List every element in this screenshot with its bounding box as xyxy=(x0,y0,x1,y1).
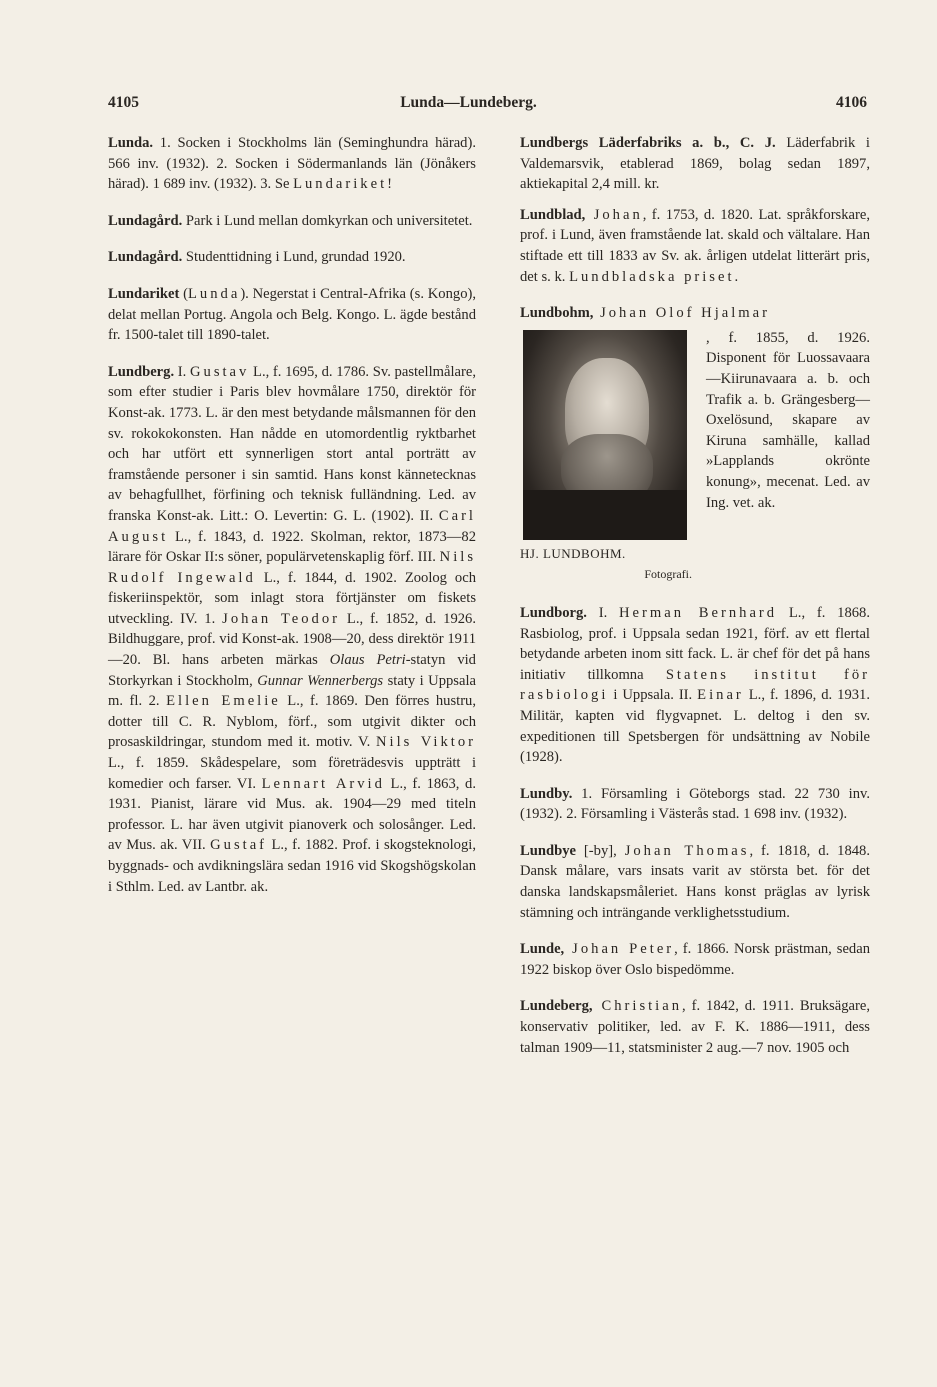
headword: Lunda. xyxy=(108,135,154,151)
running-head: Lunda—Lundeberg. xyxy=(400,94,537,111)
headword: Lundagård. xyxy=(108,249,183,266)
left-column xyxy=(108,133,476,913)
cross-reference: Lundariket xyxy=(293,176,388,193)
portrait-figure xyxy=(520,328,698,585)
headword: Lundariket xyxy=(108,285,180,302)
headword: Lundeberg, xyxy=(520,998,593,1015)
portrait-coat xyxy=(523,490,687,540)
entry-lundbergs-laderfabriks: Lundbergs Läderfabriks a. b., C. J. Läderfabrik i Valdemarsvik, etablerad 1869, bolag sedan 1897, aktiekapital 2,4 mill. kr. xyxy=(520,135,870,193)
entry-lundby: Lundby. 1. Församling i Göteborgs stad. 22 730 inv. (1932). 2. Församling i Västerås stad. 1 698 inv. (1932). xyxy=(520,785,870,823)
entry-lundbohm xyxy=(520,303,870,587)
entry-lundagard-park: Lundagård. Park i Lund mellan domkyrkan och universitetet. xyxy=(108,212,473,229)
photo-caption-credit: Fotografi. xyxy=(644,567,692,582)
headword: Lundberg. xyxy=(108,363,175,380)
headword: Lundagård. xyxy=(108,212,183,229)
entry-lundagard-tidning: Lundagård. Studenttidning i Lund, grundad 1920. xyxy=(108,249,406,266)
headword: Lundborg. xyxy=(520,604,587,621)
page-number-right: 4106 xyxy=(836,94,867,111)
page-number-left: 4105 xyxy=(108,94,139,111)
photo-caption-name: HJ. LUNDBOHM. xyxy=(520,545,626,561)
headword: Lundblad, xyxy=(520,206,586,223)
lundbohm-first-line: Lundbohm, Johan Olof Hjalmar xyxy=(520,305,770,322)
entry-lundeberg: Lundeberg, Christian, f. 1842, d. 1911. Bruksägare, konservativ politiker, led. av F. K. 1886—1911, dess talman 1909—11, statsminister 2 aug.—7 nov. 1905 och xyxy=(520,998,870,1056)
right-column xyxy=(520,133,870,1074)
entry-lundbye: Lundbye [-by], Johan Thomas, f. 1818, d. 1848. Dansk målare, vars insats varit av största bet. för det danska landskapsmåleriet. Hans konst präglas av lyrisk stämning och inträngande verklighetsstudium. xyxy=(520,842,870,921)
entry-lunda: Lunda. 1. Socken i Stockholms län (Seminghundra härad). 566 inv. (1932). 2. Socken i Södermanlands län (Jönåkers härad). 1 689 inv. (1932). 3. Se Lundariket! xyxy=(108,135,476,193)
headword: Lundbohm, xyxy=(520,305,594,322)
lundbohm-text: , f. 1855, d. 1926. Disponent för Luossavaara—Kiirunavaara a. b. och Trafik a. b. Grängesberg—Oxelösund, skapare av Kiruna samhälle, kallad »Lapplands okrönte konung», mecenat. Led. av Ing. vet. ak. xyxy=(706,329,870,511)
headword: Lundbergs Läderfabriks a. b., C. J. xyxy=(520,135,776,151)
entry-lundblad: Lundblad, Johan, f. 1753, d. 1820. Lat. språkforskare, prof. i Lund, även framstående lat. skald och vältalare. Han stiftade ett till 1833 av Sv. ak. årligen utdelat litterärt pris, det s. k. Lundbladska priset. xyxy=(520,206,870,285)
entry-lundborg: Lundborg. I. Herman Bernhard L., f. 1868. Rasbiolog, prof. i Uppsala sedan 1921, förf. av ett flertal betydande arbeten inom sitt fack. L. är chef för det på hans initiativ tillkomna Statens institut för rasbiologi i Uppsala. II. Einar L., f. 1896, d. 1931. Militär, kapten vid flygvapnet. L. deltog i den sv. expeditionen till Spetsbergen för undsättning av Nobile (1928). xyxy=(520,604,870,766)
portrait-photo xyxy=(523,330,687,540)
headword: Lundby. xyxy=(520,785,573,802)
headword: Lunde, xyxy=(520,941,565,958)
entry-lunde: Lunde, Johan Peter, f. 1866. Norsk prästman, sedan 1922 biskop över Oslo bispedömme. xyxy=(520,941,870,978)
headword: Lundbye xyxy=(520,842,576,859)
entry-lundberg: Lundberg. I. Gustav L., f. 1695, d. 1786. Sv. pastellmålare, som efter studier i Paris blev hovmålare 1750, direktör för Konst-ak. 1773. L. är den mest betydande målsmannen för den sv. rokokokonsten. Han nådde en utomordentlig ryktbarhet och har utfört ett synnerligen stort antal porträtt av framstående personer i sin samtid. Hans konst kännetecknas av behagfullhet, förfining och teknisk fulländning. Led. av franska Konst-ak. Litt.: O. Levertin: G. L. (1902). II. Carl August L., f. 1843, d. 1922. Skolman, rektor, 1873—82 lärare för Oskar II:s söner, populärvetenskaplig förf. III. Nils Rudolf Ingewald L., f. 1844, d. 1902. Zoolog och fiskeriinspektör, som inlagt stora förtjänster om fiskets utveckling. IV. 1. Johan Teodor L., f. 1852, d. 1926. Bildhuggare, prof. vid Konst-ak. 1908—20, dess direktör 1911—20. Bl. hans arbeten märkas Olaus Petri-statyn vid Storkyrkan i Stockholm, Gunnar Wennerbergs staty i Uppsala m. fl. 2. Ellen Emelie L., f. 1869. Den förres hustru, dotter till C. R. Nyblom, förf., som utgivit dikter och prosaskildringar, stundom med it. motiv. V. Nils Viktor L., f. 1859. Skådespelare, som företrädesvis uppträtt i komedier och farser. VI. Lennart Arvid L., f. 1863, d. 1931. Pianist, lärare vid Mus. ak. 1904—29 med titeln professor. L. har även utgivit pianoverk och solosånger. Led. av Mus. ak. VII. Gustaf L., f. 1882. Prof. i skogsteknologi, byggnads- och avdikningslära sedan 1916 vid Skogshögskolan i Sthlm. Led. av Lantbr. ak. xyxy=(108,363,476,895)
entry-lundariket: Lundariket (Lunda). Negerstat i Central-Afrika (s. Kongo), delat mellan Portug. Angola och Belg. Kongo. L. ägde bestånd fr. 1500-talet till 1890-talet. xyxy=(108,285,476,344)
